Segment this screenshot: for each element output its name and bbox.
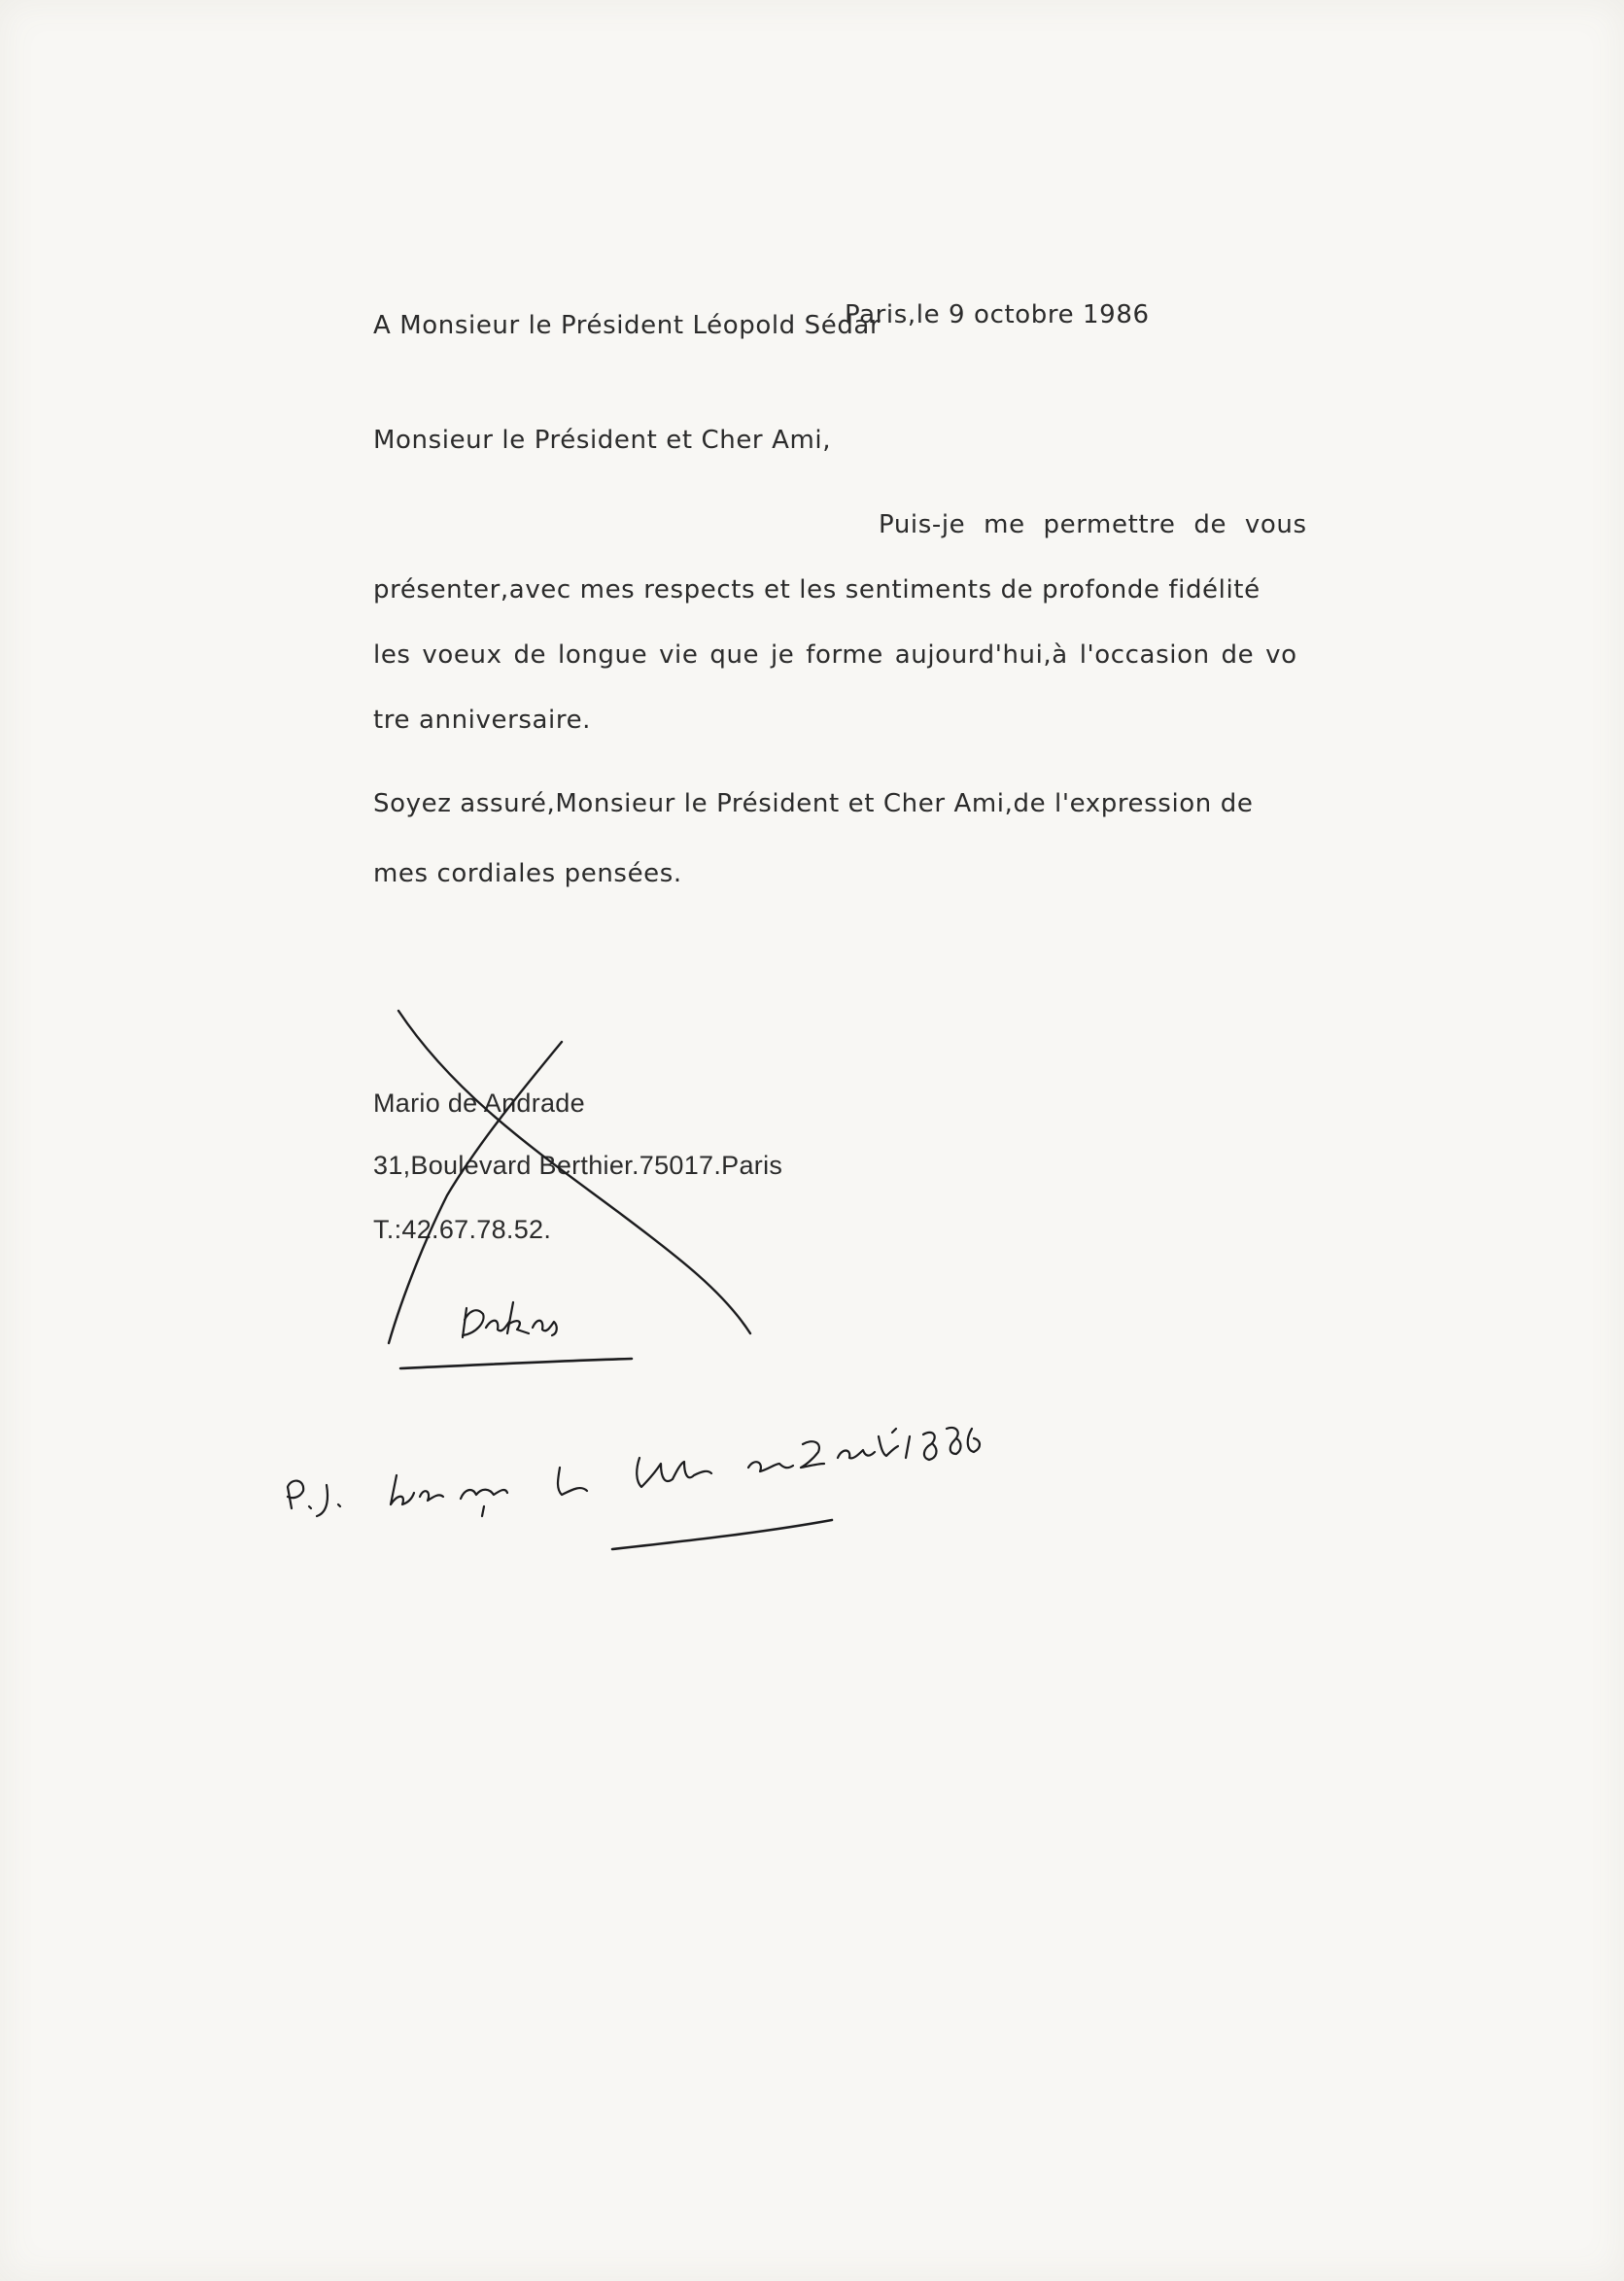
date-line: Paris,le 9 octobre 1986 [845, 300, 1150, 329]
body-line-1: Puis-je me permettre de vous [879, 510, 1307, 539]
closing-line-2: mes cordiales pensées. [373, 859, 682, 888]
closing-line-1: Soyez assuré,Monsieur le Président et Cher Ami,de l'expression de [373, 789, 1254, 818]
body-line-4: tre anniversaire. [373, 706, 592, 735]
handwritten-postscript [288, 1428, 980, 1516]
cross-out-stroke-2 [389, 1042, 562, 1343]
sender-name: Mario de Andrade [373, 1089, 585, 1118]
addressee-line: A Monsieur le Président Léopold Sédar [373, 311, 881, 340]
body-line-2: présenter,avec mes respects et les sentiments de profonde fidélité [373, 575, 1261, 605]
salutation: Monsieur le Président et Cher Ami, [373, 426, 832, 455]
handwritten-dakar [463, 1302, 557, 1337]
postscript-underline [612, 1520, 832, 1549]
dakar-underline [400, 1359, 632, 1368]
body-line-3: les voeux de longue vie que je forme aujourd'hui,à l'occasion de vo [373, 640, 1297, 670]
sender-address: 31,Boulevard Berthier.75017.Paris [373, 1151, 783, 1180]
sender-phone: T.:42.67.78.52. [373, 1215, 552, 1244]
